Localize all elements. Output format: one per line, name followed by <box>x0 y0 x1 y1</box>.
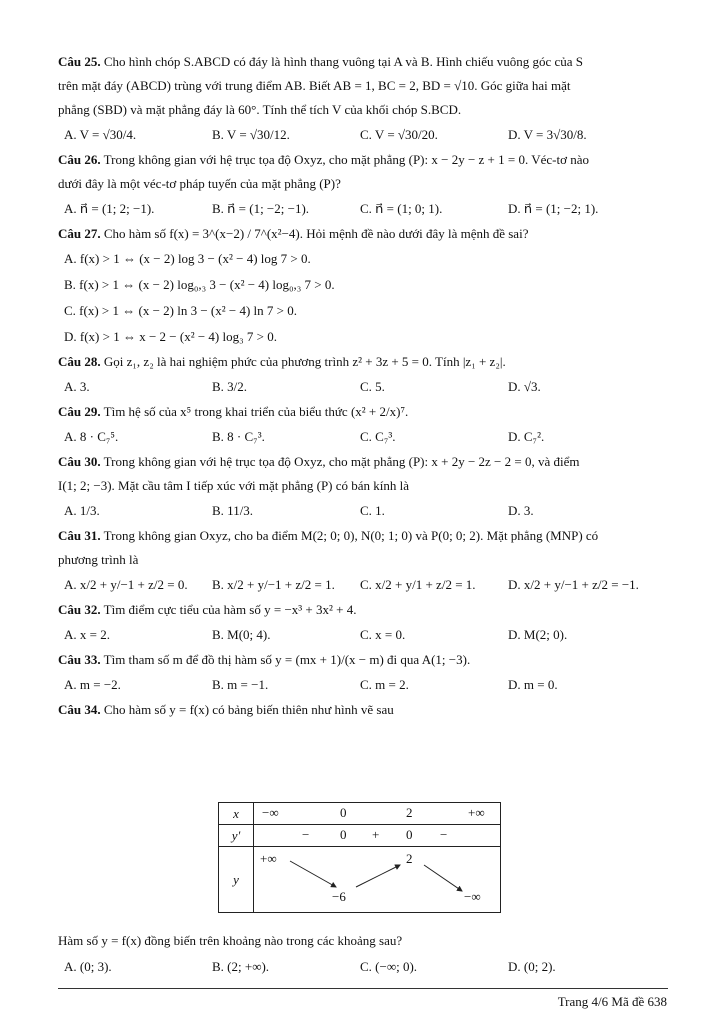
question-text: Trong không gian Oxyz, cho ba điểm M(2; 0; 0), N(0; 1; 0) và P(0; 0; 2). Mặt phẳng (MNP) có <box>103 528 599 543</box>
derivative-sign: − <box>440 827 448 842</box>
option-a[interactable]: A. 8 · C₇⁵. <box>64 429 119 444</box>
option-d[interactable]: D. f(x) > 1 ⇔ x − 2 − (x² − 4) log₃ 7 > 0. <box>64 329 277 344</box>
option-a[interactable]: A. x = 2. <box>64 627 110 642</box>
answer-options <box>64 672 668 698</box>
y-values-cell <box>254 847 501 913</box>
table-row-derivative <box>219 825 501 847</box>
question-number: Câu 29. <box>58 404 101 419</box>
question-text: Tìm điểm cực tiểu của hàm số y = −x³ + 3x² + 4. <box>103 602 357 617</box>
question-text: Hàm số y = f(x) đồng biến trên khoảng nào trong các khoảng sau? <box>58 933 403 948</box>
question-text: Tìm tham số m để đồ thị hàm số y = (mx + 1)/(x − m) đi qua A(1; −3). <box>103 652 471 667</box>
question-34-tail <box>58 928 668 980</box>
option-b[interactable]: B. 11/3. <box>212 503 254 518</box>
question-number: Câu 32. <box>58 602 101 617</box>
x-value: 0 <box>340 805 347 820</box>
question-number: Câu 34. <box>58 702 101 717</box>
option-d[interactable]: D. n⃗ = (1; −2; 1). <box>508 201 599 216</box>
option-a[interactable]: A. (0; 3). <box>64 959 112 974</box>
option-d[interactable]: D. (0; 2). <box>508 959 556 974</box>
option-b[interactable]: B. n⃗ = (1; −2; −1). <box>212 201 310 216</box>
question-30 <box>58 450 668 524</box>
y-label: y <box>219 847 254 913</box>
question-text: Tìm hệ số của x⁵ trong khai triển của biểu thức (x² + 2/x)⁷. <box>103 404 409 419</box>
y-value: −∞ <box>464 889 481 904</box>
option-d[interactable]: D. √3. <box>508 379 541 394</box>
question-number: Câu 33. <box>58 652 101 667</box>
option-c[interactable]: C. x/2 + y/1 + z/2 = 1. <box>360 577 476 592</box>
option-b[interactable]: B. 8 · C₇³. <box>212 429 265 444</box>
x-value: −∞ <box>262 805 279 820</box>
option-b[interactable]: B. 3/2. <box>212 379 248 394</box>
answer-options <box>64 246 668 350</box>
option-a[interactable]: A. 1/3. <box>64 503 100 518</box>
option-b[interactable]: B. m = −1. <box>212 677 269 692</box>
question-27 <box>58 222 668 350</box>
question-number: Câu 26. <box>58 152 101 167</box>
question-32 <box>58 598 668 648</box>
option-c[interactable]: C. 5. <box>360 379 385 394</box>
option-d[interactable]: D. 3. <box>508 503 534 518</box>
question-number: Câu 31. <box>58 528 101 543</box>
question-number: Câu 28. <box>58 354 101 369</box>
question-text: phương trình là <box>58 552 139 567</box>
option-d[interactable]: D. M(2; 0). <box>508 627 568 642</box>
question-text: Trong không gian với hệ trục tọa độ Oxyz, cho mặt phẳng (P): x − 2y − z + 1 = 0. Véc-tơ nào <box>103 152 590 167</box>
option-b[interactable]: B. (2; +∞). <box>212 959 270 974</box>
question-text: dưới đây là một véc-tơ pháp tuyến của mặt phẳng (P)? <box>58 176 341 191</box>
option-c[interactable]: C. (−∞; 0). <box>360 959 418 974</box>
option-c[interactable]: C. m = 2. <box>360 677 409 692</box>
option-d[interactable]: D. m = 0. <box>508 677 558 692</box>
derivative-label: y′ <box>219 825 254 847</box>
option-a[interactable]: A. f(x) > 1 ⇔ (x − 2) log 3 − (x² − 4) log 7 > 0. <box>64 251 311 266</box>
question-text: Cho hàm số f(x) = 3^(x−2) / 7^(x²−4). Hỏi mệnh đề nào dưới đây là mệnh đề sai? <box>103 226 529 241</box>
option-a[interactable]: A. n⃗ = (1; 2; −1). <box>64 201 155 216</box>
table-row-y <box>219 847 501 913</box>
y-value: +∞ <box>260 851 277 866</box>
question-text: I(1; 2; −3). Mặt cầu tâm I tiếp xúc với mặt phẳng (P) có bán kính là <box>58 478 410 493</box>
question-25 <box>58 50 668 148</box>
question-34 <box>58 698 668 722</box>
derivative-value: 0 <box>406 827 413 842</box>
question-text: Trong không gian với hệ trục tọa độ Oxyz, cho mặt phẳng (P): x + 2y − 2z − 2 = 0, và điểm <box>103 454 580 469</box>
question-33 <box>58 648 668 698</box>
derivative-value: 0 <box>340 827 347 842</box>
answer-options <box>64 954 668 980</box>
question-text: Cho hàm số y = f(x) có bảng biến thiên như hình vẽ sau <box>103 702 394 717</box>
decreasing-arrow <box>290 861 336 887</box>
exam-page <box>58 46 668 722</box>
option-a[interactable]: A. m = −2. <box>64 677 121 692</box>
option-b[interactable]: B. M(0; 4). <box>212 627 271 642</box>
answer-options <box>64 498 668 524</box>
option-d[interactable]: D. x/2 + y/−1 + z/2 = −1. <box>508 577 639 592</box>
answer-options <box>64 572 668 598</box>
increasing-arrow <box>356 865 400 887</box>
derivative-values-cell <box>254 825 501 847</box>
y-value: 2 <box>406 851 413 866</box>
option-d[interactable]: D. V = 3√30/8. <box>508 127 587 142</box>
decreasing-arrow <box>424 865 462 891</box>
question-text: phẳng (SBD) và mặt phẳng đáy là 60°. Tính thể tích V của khối chóp S.BCD. <box>58 102 462 117</box>
option-d[interactable]: D. C₇². <box>508 429 545 444</box>
derivative-sign: − <box>302 827 310 842</box>
x-values-cell <box>254 803 501 825</box>
option-c[interactable]: C. x = 0. <box>360 627 406 642</box>
option-b[interactable]: B. V = √30/12. <box>212 127 290 142</box>
variation-arrows <box>254 847 503 911</box>
question-31 <box>58 524 668 598</box>
variation-table <box>218 802 501 913</box>
x-value: 2 <box>406 805 413 820</box>
option-c[interactable]: C. f(x) > 1 ⇔ (x − 2) ln 3 − (x² − 4) ln 7 > 0. <box>64 303 298 318</box>
option-b[interactable]: B. f(x) > 1 ⇔ (x − 2) log₀,₃ 3 − (x² − 4) log₀,₃ 7 > 0. <box>64 277 335 292</box>
table-row-x <box>219 803 501 825</box>
page-footer: Trang 4/6 Mã đề 638 <box>557 994 667 1009</box>
answer-options <box>64 196 668 222</box>
answer-options <box>64 622 668 648</box>
option-a[interactable]: A. V = √30/4. <box>64 127 137 142</box>
y-value: −6 <box>332 889 346 904</box>
question-text: Gọi z₁, z₂ là hai nghiệm phức của phương trình z² + 3z + 5 = 0. Tính |z₁ + z₂|. <box>103 354 506 369</box>
x-value: +∞ <box>468 805 485 820</box>
question-text: Cho hình chóp S.ABCD có đáy là hình thang vuông tại A và B. Hình chiếu vuông góc của S <box>103 54 584 69</box>
option-c[interactable]: C. n⃗ = (1; 0; 1). <box>360 201 443 216</box>
question-number: Câu 30. <box>58 454 101 469</box>
answer-options <box>64 424 668 450</box>
option-a[interactable]: A. 3. <box>64 379 90 394</box>
question-text: trên mặt đáy (ABCD) trùng với trung điểm AB. Biết AB = 1, BC = 2, BD = √10. Góc giữa hai mặt <box>58 78 571 93</box>
question-number: Câu 27. <box>58 226 101 241</box>
question-28 <box>58 350 668 400</box>
question-number: Câu 25. <box>58 54 101 69</box>
option-c[interactable]: C. V = √30/20. <box>360 127 438 142</box>
question-26 <box>58 148 668 222</box>
option-c[interactable]: C. 1. <box>360 503 385 518</box>
derivative-sign: + <box>372 827 380 842</box>
option-a[interactable]: A. x/2 + y/−1 + z/2 = 0. <box>64 577 188 592</box>
option-b[interactable]: B. x/2 + y/−1 + z/2 = 1. <box>212 577 335 592</box>
answer-options <box>64 122 668 148</box>
answer-options <box>64 374 668 400</box>
option-c[interactable]: C. C₇³. <box>360 429 396 444</box>
question-29 <box>58 400 668 450</box>
x-label: x <box>219 803 254 825</box>
footer-divider <box>58 988 668 989</box>
